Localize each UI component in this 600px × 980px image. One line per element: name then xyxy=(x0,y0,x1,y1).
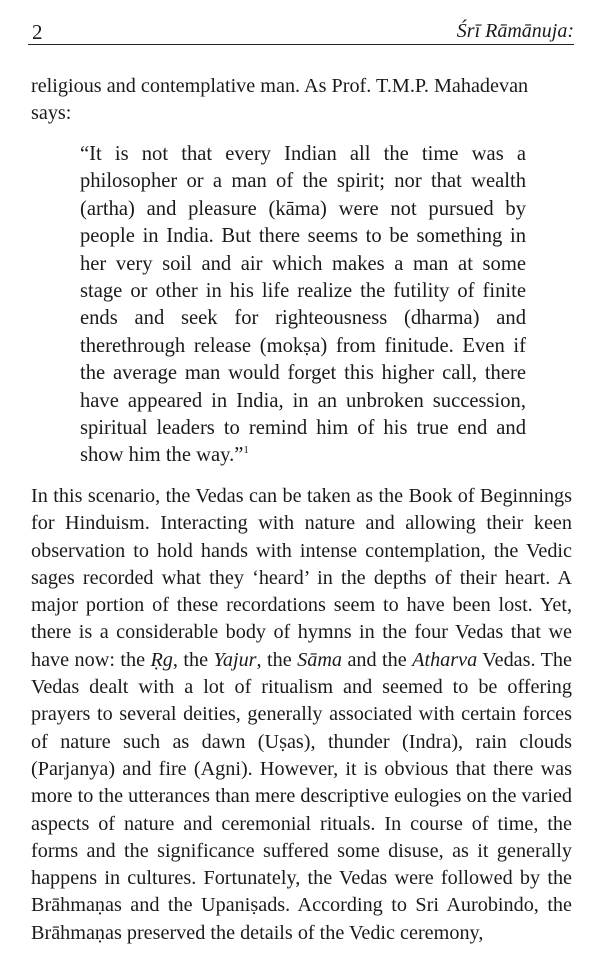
main-text: Vedas. The Vedas dealt with a lot of ritualism and seemed to be offering prayers to several deities, generally associated with certain forces of nature such as dawn (Uṣas), thunder (Indra), rain clouds (Parjanya) and fire (Agni). However, it is obvious that there was more to the utterances than mere descriptive eulogies on the varied aspects of nature and ceremonial rituals. In course of time, the forms and the significance suffered some disuse, as it generally happens in cultures. Fortunately, the Vedas were followed by the Brāhmaṇas and the Upaniṣads. According to Sri Aurobindo, the Brāhmaṇas preserved the details of the Vedic ceremony, xyxy=(31,648,572,944)
footnote-marker: 1 xyxy=(243,444,249,457)
main-text: In this scenario, the Vedas can be taken as the Book of Beginnings for Hinduism. Interacting with nature and allowing their keen observation to hold hands with intense contemplation, the Vedic sages recorded what they ‘heard’ in the depths of their heart. A major portion of these recordations seem to have been lost. Yet, there is a considerable body of hymns in the four Vedas that we have now: the xyxy=(31,485,572,671)
veda-rg: Ṛg xyxy=(150,648,173,671)
running-title: Śrī Rāmānuja: xyxy=(456,20,574,42)
block-quote xyxy=(80,141,526,470)
separator: and the xyxy=(342,648,413,671)
intro-line: religious and contemplative man. As Prof. T.M.P. Mahadevan xyxy=(31,75,529,97)
intro-line: says: xyxy=(31,102,72,125)
veda-yajur: Yajur xyxy=(213,648,257,671)
main-paragraph xyxy=(31,483,572,947)
separator: , the xyxy=(172,648,214,671)
quote-text: “It is not that every Indian all the time was a philosopher or a man of the spirit; nor that wealth (artha) and pleasure (kāma) were not pursued by people in India. But there seems to be something in her very soil and air which makes a man at some stage or other in his life realize the futility of finite ends and seek for righteousness (dharma) and therethrough release (mokṣa) from finitude. Even if the average man would forget this higher call, there have appeared in India, in an unbroken succession, spiritual leaders to remind him of his true end and show him the way.” xyxy=(80,143,526,467)
intro-paragraph xyxy=(31,73,572,128)
veda-sama: Sāma xyxy=(297,648,342,671)
separator: , the xyxy=(256,648,298,671)
veda-atharva: Atharva xyxy=(412,648,478,671)
running-header xyxy=(28,14,574,45)
page-number: 2 xyxy=(32,20,43,44)
